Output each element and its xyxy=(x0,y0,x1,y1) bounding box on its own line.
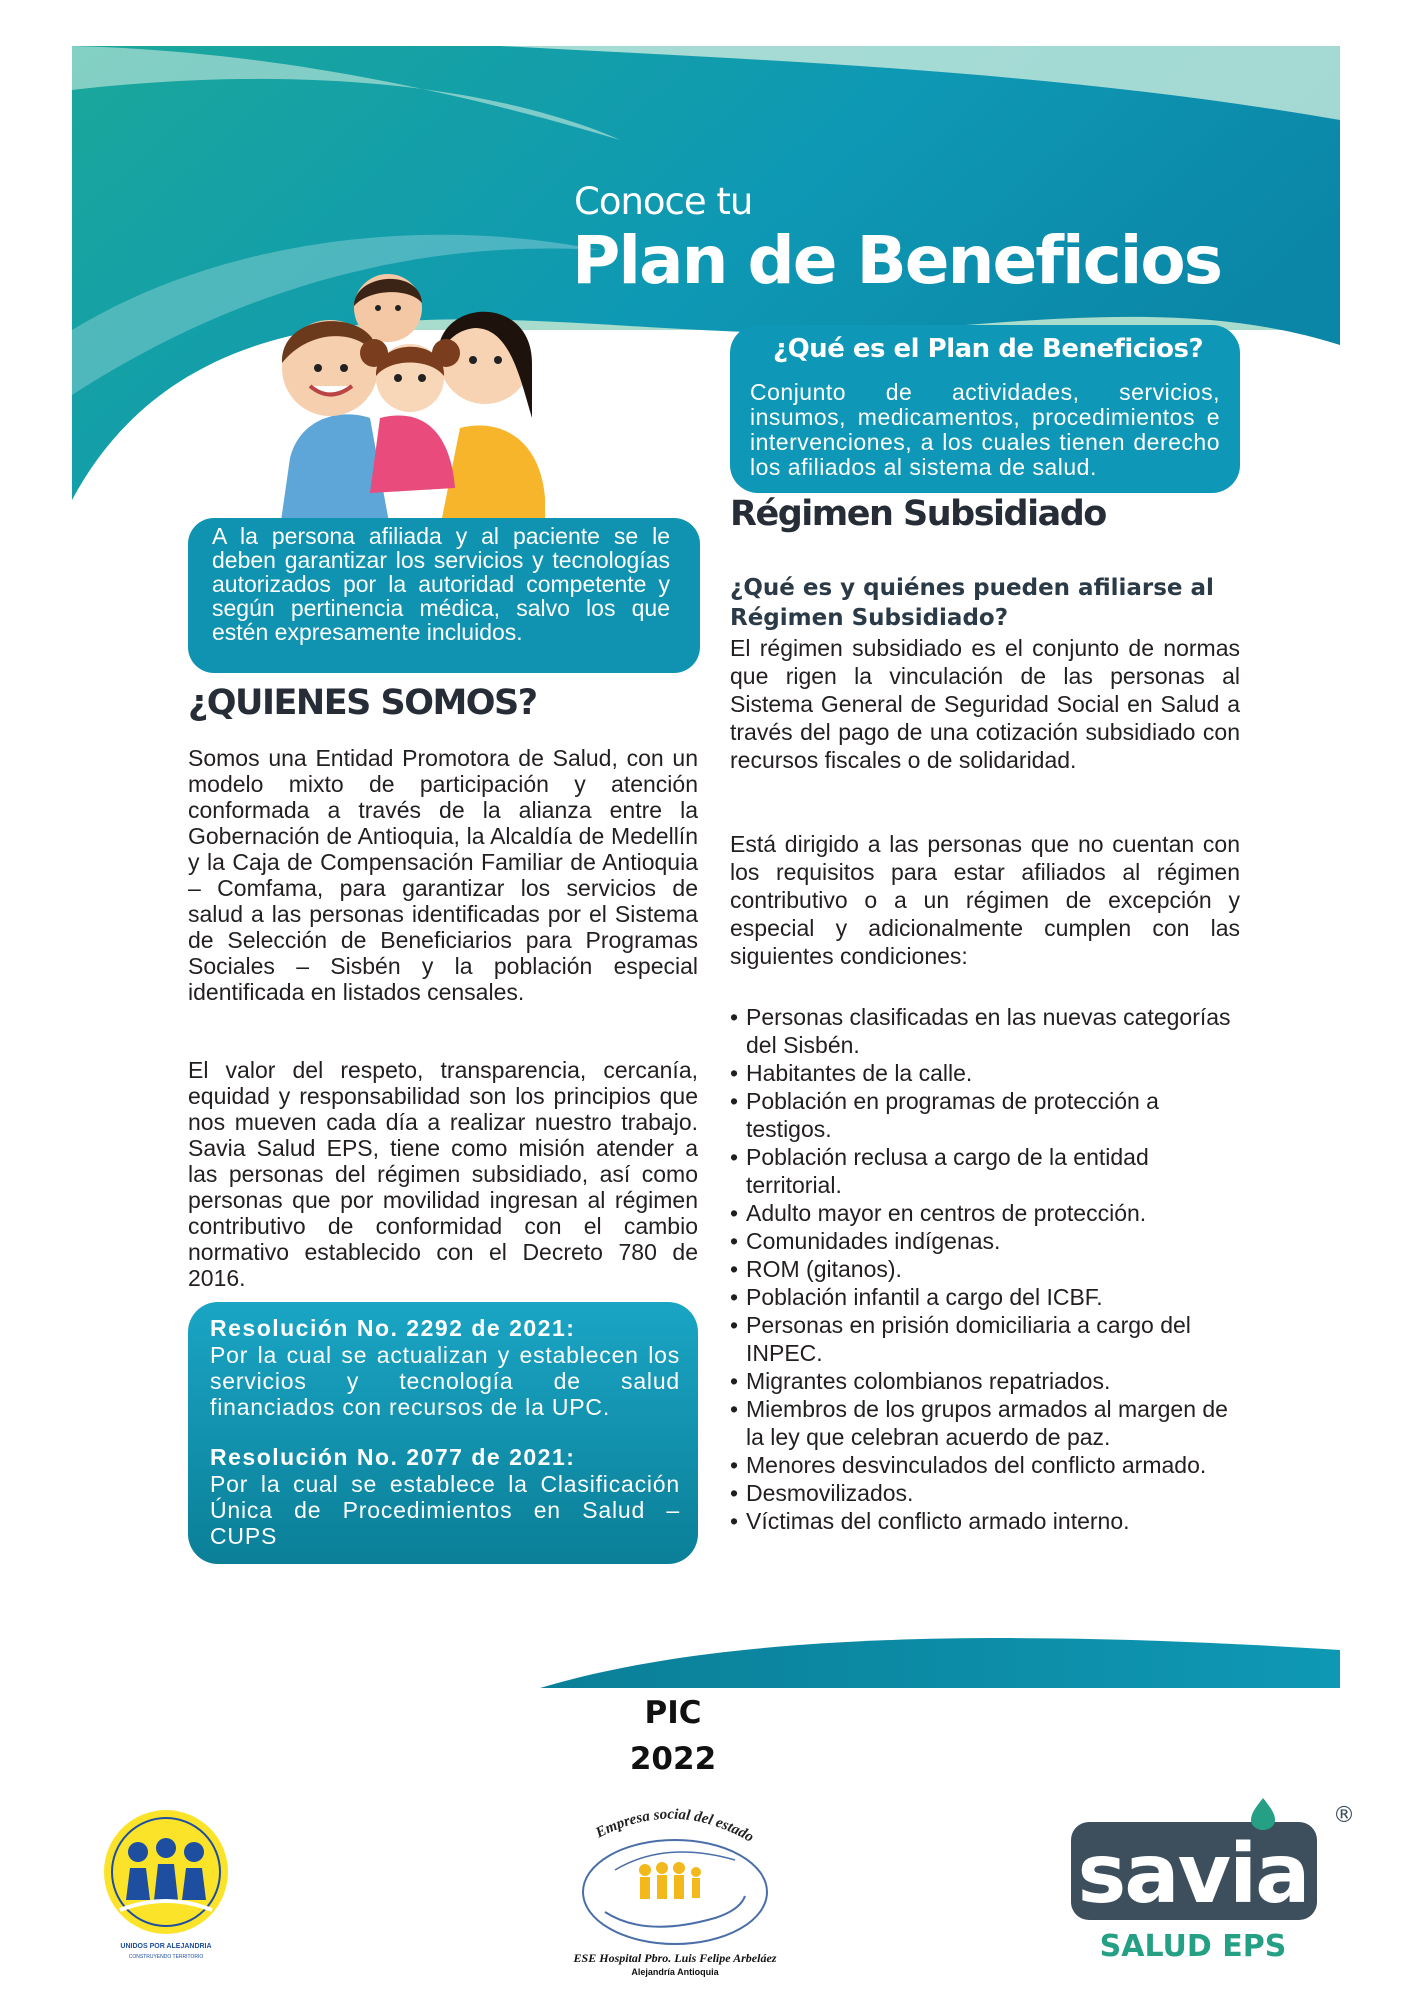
savia-brand-text: savia xyxy=(1077,1827,1309,1922)
pic-label xyxy=(600,1690,746,1782)
bullet-icon: • xyxy=(730,1396,739,1422)
bullet-icon: • xyxy=(730,1312,739,1338)
bullet-icon: • xyxy=(730,1144,739,1170)
quienes-paragraph-2: El valor del respeto, transparencia, cercanía, equidad y responsabilidad son los principios que nos mueven cada día a realizar nuestro trabajo. Savia Salud EPS, tiene como misión atender a las personas del régimen subsidiado, así como personas que por movilidad ingresan al régimen contributivo de conformidad con el cambio normativo establecido con el Decreto 780 de 2016. xyxy=(188,1057,698,1291)
bullet-icon: • xyxy=(730,1200,739,1226)
bullet-icon: • xyxy=(730,1284,739,1310)
registered-icon: ® xyxy=(1333,1803,1355,1828)
list-item: • Adulto mayor en centros de protección. xyxy=(730,1200,1147,1226)
list-item: • Personas clasificadas en las nuevas categorías del Sisbén. xyxy=(730,1004,1231,1058)
quienes-paragraph-1: Somos una Entidad Promotora de Salud, con un modelo mixto de participación y atención conformada a través de la alianza entre la Gobernación de Antioquia, la Alcaldía de Medellín y la Caja de Compensación Familiar de Antioquia – Comfama, para garantizar los servicios de salud a las personas identificadas por el Sistema de Selección de Beneficiarios para Programas Sociales – Sisbén y la población especial identificada en listados censales. xyxy=(188,745,698,1005)
list-item: • Habitantes de la calle. xyxy=(730,1060,973,1086)
ese-logo-place: Alejandría Antioquia xyxy=(631,1967,719,1977)
header-title: Plan de Beneficios xyxy=(572,222,1222,299)
bullet-icon: • xyxy=(730,1004,739,1030)
list-item: • Miembros de los grupos armados al margen de la ley que celebran acuerdo de paz. xyxy=(730,1396,1228,1450)
bullet-icon: • xyxy=(730,1088,739,1114)
affiliate-rights-text: A la persona afiliada y al paciente se le deben garantizar los servicios y tecnologías autorizados por la autoridad competente y según pertinencia médica, salvo los que estén expresamente incluidos. xyxy=(212,523,670,645)
family-illustration xyxy=(270,268,570,528)
ese-logo-name: ESE Hospital Pbro. Luis Felipe Arbeláez xyxy=(573,1951,777,1965)
list-item: • Población reclusa a cargo de la entidad territorial. xyxy=(730,1144,1149,1198)
alejandria-municipality-logo xyxy=(100,1810,240,1965)
conditions-list xyxy=(730,1003,1240,1535)
pic-text: PIC xyxy=(644,1695,702,1731)
list-item: • Menores desvinculados del conflicto armado. xyxy=(730,1452,1207,1478)
resolucion-2077-title: Resolución No. 2077 de 2021: xyxy=(210,1444,576,1470)
bullet-icon: • xyxy=(730,1256,739,1282)
list-item: • ROM (gitanos). xyxy=(730,1256,902,1282)
regimen-question: ¿Qué es y quiénes pueden afiliarse al Régimen Subsidiado? xyxy=(730,575,1214,631)
list-item: • Personas en prisión domiciliaria a cargo del INPEC. xyxy=(730,1312,1191,1366)
pic-year: 2022 xyxy=(629,1741,717,1777)
regimen-paragraph-1: El régimen subsidiado es el conjunto de normas que rigen la vinculación de las personas al Sistema General de Seguridad Social en Salud a través del pago de una cotización subsidiado con recursos fiscales o de solidaridad. xyxy=(730,635,1240,773)
ese-logo-top-text: Empresa social del estado xyxy=(593,1806,757,1846)
bullet-icon: • xyxy=(730,1060,739,1086)
list-item: • Desmovilizados. xyxy=(730,1480,914,1506)
list-item: • Población infantil a cargo del ICBF. xyxy=(730,1284,1103,1310)
savia-salud-logo xyxy=(1065,1790,1375,1970)
quienes-somos-heading: ¿QUIENES SOMOS? xyxy=(188,683,537,723)
alejandria-logo-subtext: CONSTRUYENDO TERRITORIO xyxy=(128,1954,204,1960)
regimen-heading: Régimen Subsidiado xyxy=(730,494,1106,534)
savia-sub-text: SALUD EPS xyxy=(1099,1929,1287,1964)
alejandria-logo-text: UNIDOS POR ALEJANDRIA xyxy=(120,1943,212,1950)
resolucion-2292-text: Por la cual se actualizan y establecen los servicios y tecnología de salud financiados con recursos de la UPC. xyxy=(210,1342,680,1420)
resolucion-2077-text: Por la cual se establece la Clasificación Única de Procedimientos en Salud – CUPS xyxy=(210,1471,680,1549)
bullet-icon: • xyxy=(730,1368,739,1394)
footer-wave xyxy=(0,1620,1414,1700)
bullet-icon: • xyxy=(730,1228,739,1254)
list-item: • Víctimas del conflicto armado interno. xyxy=(730,1508,1130,1534)
bullet-icon: • xyxy=(730,1452,739,1478)
header-title-small: Conoce tu xyxy=(574,180,753,223)
ese-hospital-logo xyxy=(565,1800,785,1980)
list-item: • Población en programas de protección a testigos. xyxy=(730,1088,1159,1142)
plan-answer: Conjunto de actividades, servicios, insumos, medicamentos, procedimientos e intervenciones, a los cuales tienen derecho los afiliados al sistema de salud. xyxy=(750,379,1220,480)
bullet-icon: • xyxy=(730,1508,739,1534)
resolucion-2292-title: Resolución No. 2292 de 2021: xyxy=(210,1315,576,1341)
plan-question: ¿Qué es el Plan de Beneficios? xyxy=(773,334,1204,364)
bullet-icon: • xyxy=(730,1480,739,1506)
list-item: • Migrantes colombianos repatriados. xyxy=(730,1368,1111,1394)
regimen-paragraph-2: Está dirigido a las personas que no cuentan con los requisitos para estar afiliados al régimen contributivo o a un régimen de excepción y especial y adicionalmente cumplen con las siguientes condiciones: xyxy=(730,831,1240,969)
list-item: • Comunidades indígenas. xyxy=(730,1228,1001,1254)
